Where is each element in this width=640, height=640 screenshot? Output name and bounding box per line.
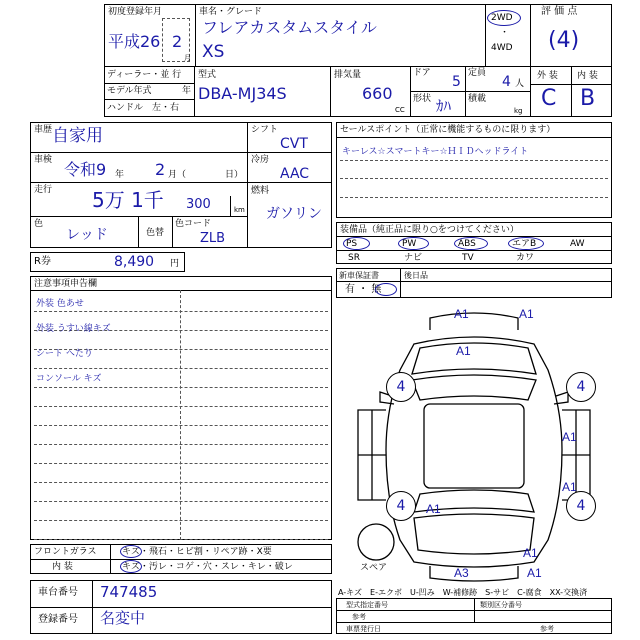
model-label: 型式 [198,70,217,80]
front-glass-label: フロントガラス [34,547,97,557]
note-item: コンソール キズ [36,374,102,384]
cc-unit: CC [395,106,405,114]
yen-unit: 円 [170,259,180,269]
inspection-year-unit: 年 [115,170,125,180]
dealer-label: ディーラー・並 行 [107,70,182,80]
registration-label: 登録番号 [38,614,78,625]
equipment-item: ABS [458,239,476,249]
damage-mark: A1 [562,430,577,444]
eval-score: (4) [548,28,580,53]
sales-text: キーレス☆スマートキー☆ＨＩＤヘッドライト [342,147,529,157]
mileage: 5万 1千 [92,188,164,212]
eval-label: 評 価 点 [541,6,578,17]
color-code-label: 色コード [175,219,212,229]
after-items-label: 後日品 [404,271,428,280]
inspection-day-unit: 日） [225,170,244,180]
color-label: 色 [34,219,44,229]
int-label: 内 装 [577,71,598,81]
model-code: DBA-MJ34S [198,84,287,103]
recycle-amount: 8,490 [114,254,155,270]
door-count: 5 [452,74,461,90]
ext-grade: C [541,86,557,111]
mileage-small: 300 [186,197,211,212]
model-year-label: モデル年式 [107,86,152,96]
shape-label: 形状 [413,94,432,104]
equipment-item: PS [346,239,358,249]
inspection-month: 2 [155,160,166,179]
equipment-label: 装備品（純正品に限り○をつけてください） [340,225,519,235]
damage-mark: A1 [562,480,577,494]
chassis-number: 747485 [100,583,158,601]
ext-label: 外 装 [537,71,558,81]
note-item: 外装 うすい線キズ [36,324,111,334]
usage: 自家用 [52,126,103,146]
inspection-month-unit: 月（ [168,170,187,180]
damage-mark: 4 [386,491,416,521]
inner-color-label: 色替 [146,228,165,238]
ac-label: 冷房 [251,155,270,165]
notes-label: 注意事項申告欄 [34,279,98,289]
color: レッド [66,227,108,243]
ref-class-label: 類別区分番号 [480,601,522,609]
damage-mark: A1 [426,502,441,516]
capacity: 4 [502,74,511,90]
registration: 名変中 [100,609,146,627]
spare-label: スペア [360,563,388,573]
capacity-label: 定員 [468,68,487,78]
displacement: 660 [362,84,393,103]
equipment-item: エアB [512,239,537,249]
drive-dot: ・ [500,28,510,38]
displacement-label: 排気量 [334,70,362,80]
mileage-label: 走行 [34,185,53,195]
carname-label: 車名・グレード [199,7,263,17]
car-name: フレアカスタムスタイル [202,18,377,37]
drive-2wd: 2WD [491,13,513,23]
equipment-item: TV [462,253,474,263]
first-reg-label: 初度登録年月 [108,7,163,17]
door-label: ドア [413,68,431,78]
damage-mark: A1 [527,566,542,580]
equipment-item: ナビ [404,253,423,263]
damage-mark: A1 [519,307,534,321]
recycle-block [30,252,185,272]
equipment-item: SR [348,253,360,263]
car-grade: XS [202,42,225,62]
color-code: ZLB [200,231,226,246]
recycle-label: R券 [34,256,51,267]
ref-issue-label: 車票発行日 [346,625,381,633]
fuel-label: 燃料 [251,186,270,196]
ac: AAC [280,166,310,182]
front-glass-text: キズ・飛石・ヒビ割・リペア跡・X要 [122,547,272,557]
inspection-year: 令和9 [64,160,107,179]
damage-mark: A1 [456,344,471,358]
equipment-item: AW [570,239,585,249]
sales-label: セールスポイント（正常に機能するものに限ります） [340,125,556,135]
ref-type-label: 型式指定番号 [346,601,388,609]
km-unit: km [234,206,245,214]
warranty-label: 新車保証書 [339,271,379,280]
usage-label: 車歴 [34,125,53,135]
ref-note-label: 参考 [352,613,366,621]
kg-unit: kg [514,107,523,115]
equipment-item: カワ [516,253,535,263]
body-shape: ｶﾊ [436,97,452,115]
first-reg-era: 平成26 [108,32,161,51]
month-unit: 月 [184,54,191,62]
ref-note2-label: 参考 [540,625,554,633]
shift: CVT [280,136,308,152]
damage-mark: 4 [566,372,596,402]
fuel: ガソリン [266,206,322,222]
shift-label: シフト [251,125,279,135]
load-label: 積載 [468,94,487,104]
note-item: シート へたり [36,349,93,359]
damage-legend: A-キズ E-エクボ U-凹み W-補修跡 S-サビ C-腐食 XX-交換済 [338,588,588,597]
interior-label: 内 装 [52,562,73,572]
damage-mark: A3 [454,566,469,580]
damage-mark: 4 [386,372,416,402]
interior-text: キズ・汚レ・コゲ・穴・スレ・キレ・破レ [122,562,293,572]
drive-4wd: 4WD [491,43,513,53]
handle-label: ハンドル 左・右 [107,103,180,113]
chassis-label: 車台番号 [38,587,78,598]
note-item: 外装 色あせ [36,299,84,309]
first-reg-month: 2 [172,32,183,51]
equipment-item: PW [402,239,417,249]
int-grade: B [580,86,596,111]
damage-mark: 4 [566,491,596,521]
damage-mark: A1 [523,546,538,560]
damage-mark: A1 [454,307,469,321]
warranty-value: 有 ・ 無 [345,284,382,295]
capacity-unit: 人 [515,79,525,89]
model-year-unit: 年 [182,86,192,96]
inspection-label: 車検 [34,155,53,165]
